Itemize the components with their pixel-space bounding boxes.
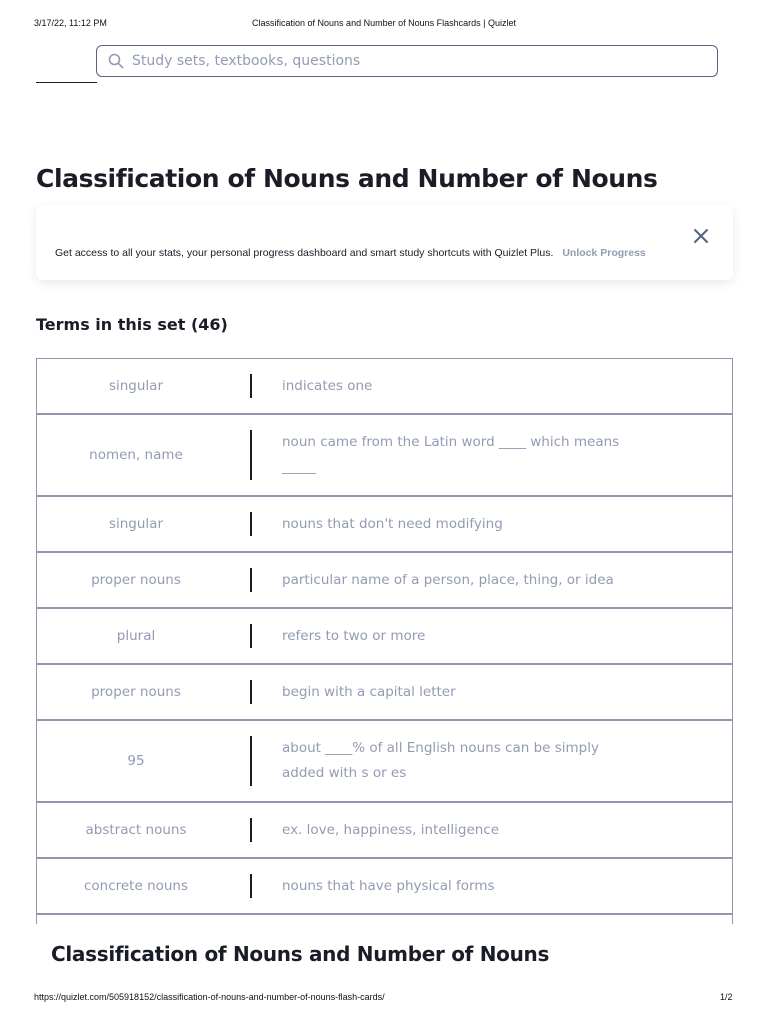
term-definition: nouns that don't need modifying — [282, 516, 503, 532]
promo-banner — [36, 205, 733, 280]
term-definition: noun came from the Latin word ____ which means _____ — [282, 434, 620, 475]
term-word: concrete nouns — [83, 878, 189, 894]
print-datetime: 3/17/22, 11:12 PM — [34, 18, 107, 28]
close-icon[interactable] — [693, 228, 709, 244]
print-page-number: 1/2 — [720, 992, 733, 1002]
footer-page-title: Classification of Nouns and Number of Nouns — [51, 942, 550, 966]
term-definition: particular name of a person, place, thing, or idea — [282, 572, 614, 588]
term-row — [37, 859, 732, 915]
term-divider — [250, 430, 252, 480]
term-divider — [250, 736, 252, 786]
term-row — [37, 415, 732, 497]
terms-heading: Terms in this set (46) — [36, 315, 228, 334]
term-definition: ex. love, happiness, intelligence — [282, 822, 500, 838]
term-word: singular — [108, 378, 164, 394]
term-definition: begin with a capital letter — [282, 684, 456, 700]
promo-message — [55, 247, 646, 259]
term-word: proper nouns — [91, 572, 181, 588]
term-definition: about ____% of all English nouns can be simply added with s or es — [282, 740, 599, 781]
term-word: nomen, name — [89, 447, 183, 463]
term-row — [37, 359, 732, 415]
term-divider — [250, 568, 252, 592]
terms-table — [36, 358, 733, 924]
term-word: abstract nouns — [85, 822, 187, 838]
print-url: https://quizlet.com/505918152/classification-of-nouns-and-number-of-nouns-flash-cards/ — [34, 992, 385, 1002]
term-divider — [250, 624, 252, 648]
term-row — [37, 497, 732, 553]
term-divider — [250, 680, 252, 704]
term-definition: nouns that have physical forms — [282, 878, 495, 894]
term-row — [37, 721, 732, 803]
term-divider — [250, 374, 252, 398]
search-icon — [108, 53, 124, 69]
term-definition: refers to two or more — [282, 628, 426, 644]
term-word: plural — [116, 628, 156, 644]
term-row — [37, 803, 732, 859]
unlock-progress-link[interactable]: Unlock Progress — [562, 247, 646, 259]
nav-underline — [36, 82, 97, 83]
term-divider — [250, 818, 252, 842]
term-word: proper nouns — [91, 684, 181, 700]
search-bar[interactable] — [96, 45, 718, 77]
term-divider — [250, 512, 252, 536]
page-title: Classification of Nouns and Number of Nouns — [36, 164, 658, 193]
promo-text: Get access to all your stats, your personal progress dashboard and smart study shortcuts with Quizlet Plus. — [55, 247, 554, 259]
term-row — [37, 609, 732, 665]
print-header — [0, 18, 768, 32]
term-word: 95 — [127, 753, 145, 769]
term-row — [37, 665, 732, 721]
print-page-title: Classification of Nouns and Number of Nouns Flashcards | Quizlet — [252, 18, 516, 28]
term-definition: indicates one — [282, 378, 373, 394]
term-row — [37, 553, 732, 609]
search-input[interactable] — [132, 50, 692, 72]
term-divider — [250, 874, 252, 898]
term-word: singular — [108, 516, 164, 532]
